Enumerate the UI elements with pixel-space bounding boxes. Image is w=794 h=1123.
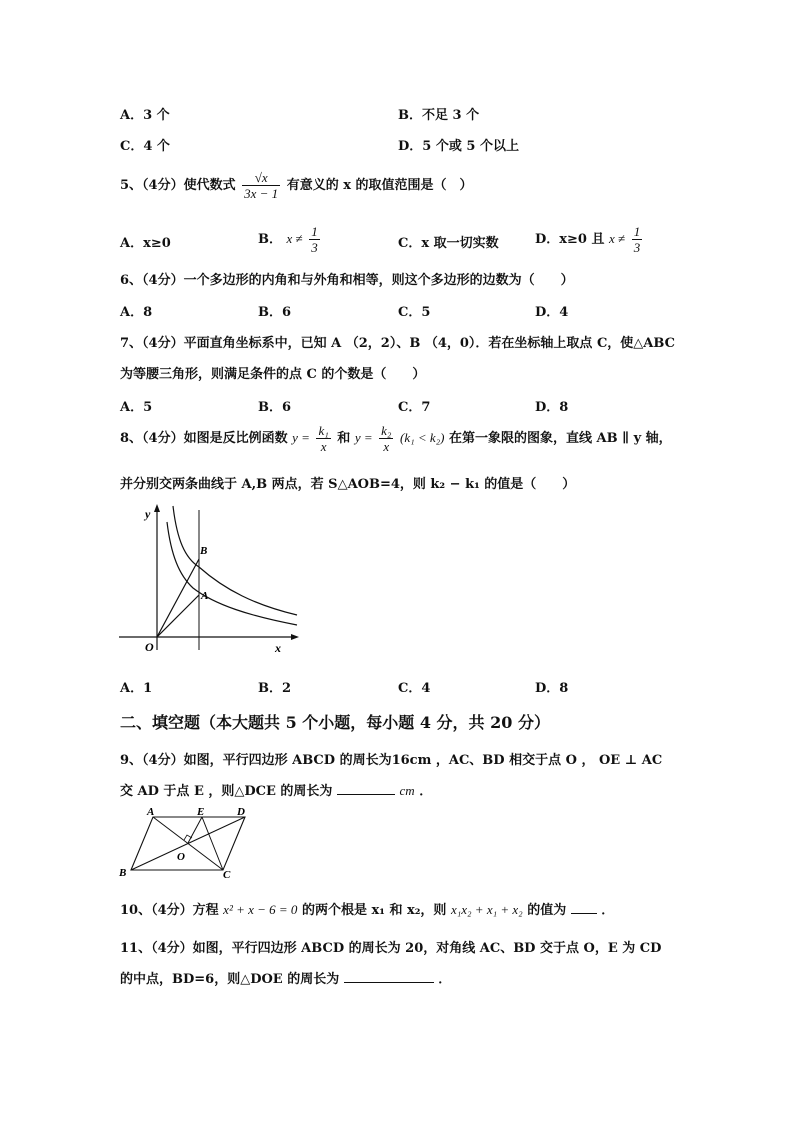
q11-stem-line1: 11、（4分）如图，平行四边形 ABCD 的周长为 20，对角线 AC、BD 交于点 O，E 为 CD — [120, 941, 662, 956]
q7-stem-line2: 为等腰三角形，则满足条件的点 C 的个数是（ ） — [120, 367, 426, 382]
q4-option-b: B．不足 3 个 — [398, 108, 480, 123]
q8-k2-den: x — [383, 439, 390, 454]
q8-y-eq-2: y = — [354, 430, 373, 445]
q11-answer-blank[interactable] — [344, 982, 434, 983]
q10-stem-prefix: 10、（4分）方程 — [120, 903, 219, 918]
q11-stem-line2 — [120, 968, 451, 987]
q10-stem-mid: 的两个根是 x₁ 和 x₂，则 — [301, 903, 447, 918]
q6-stem: 6、（4分）一个多边形的内角和与外角和相等，则这个多边形的边数为（ ） — [120, 273, 574, 288]
q9-label-a: A — [147, 806, 155, 818]
q7-stem-line1: 7、（4分）平面直角坐标系中，已知 A （2，2）、B （4，0）．若在坐标轴上取点 C，使△ABC — [120, 336, 675, 351]
q8-label-x: x — [275, 641, 281, 655]
q5-stem-suffix: 有意义的 x 的取值范围是（ ） — [286, 178, 473, 193]
q9-answer-blank[interactable] — [337, 794, 395, 795]
q5-option-a: A．x≥0 — [120, 236, 171, 251]
q10-period: ． — [601, 903, 615, 918]
q6-option-d: D．4 — [535, 305, 569, 320]
q10-expression: x₁x₂ + x₁ + x₂ — [450, 902, 523, 917]
q5-option-c: C．x 取一切实数 — [398, 236, 499, 251]
q7-option-a: A．5 — [120, 400, 153, 415]
q8-segment-ob — [157, 559, 199, 637]
q5-fraction — [242, 170, 280, 201]
q10-stem — [120, 899, 614, 918]
q8-label-o: O — [145, 640, 154, 654]
q9-label-b: B — [119, 867, 127, 879]
section2-title: 二、填空题（本大题共 5 个小题，每小题 4 分，共 20 分） — [120, 713, 550, 732]
q5-stem-prefix: 5、（4分）使代数式 — [120, 178, 236, 193]
q8-condition: (k₁ < k₂) — [399, 430, 445, 445]
q9-label-d: D — [237, 806, 245, 818]
q5-option-d-fraction — [632, 224, 643, 255]
q8-stem-prefix: 8、（4分）如图是反比例函数 — [120, 431, 288, 446]
q8-label-b: B — [200, 545, 208, 557]
q9-segment-oe — [188, 817, 202, 843]
q8-segment-oa — [157, 595, 199, 637]
q5-option-d-num: 1 — [633, 224, 641, 239]
q11-period: ． — [438, 972, 452, 987]
q8-y-eq-1: y = — [292, 430, 310, 445]
q9-stem-line2-prefix: 交 AD 于点 E ，则△DCE 的周长为 — [120, 784, 333, 799]
q8-figure — [115, 500, 305, 660]
q5-option-d — [535, 224, 644, 255]
q9-figure — [115, 805, 255, 880]
q7-option-c: C．7 — [398, 400, 431, 415]
q5-option-d-prefix: D．x≥0 且 — [535, 232, 605, 247]
q8-fraction-k1 — [316, 423, 330, 454]
q5-frac-numerator: √x — [242, 170, 280, 186]
q8-and: 和 — [337, 431, 351, 446]
q8-curve-k2 — [173, 506, 297, 615]
q10-equation: x² + x − 6 = 0 — [223, 902, 298, 917]
q8-option-a: A．1 — [120, 681, 153, 696]
q8-option-c: C．4 — [398, 681, 431, 696]
q8-fraction-k2 — [379, 423, 393, 454]
q8-option-b: B．2 — [258, 681, 292, 696]
q7-option-b: B．6 — [258, 400, 292, 415]
q5-option-b-expr: x ≠ — [286, 231, 303, 246]
q9-right-angle-mark — [184, 835, 192, 840]
q6-option-c: C．5 — [398, 305, 431, 320]
q8-label-a: A — [201, 590, 209, 602]
q5-option-b-num: 1 — [311, 224, 318, 239]
q4-option-c: C．4 个 — [120, 139, 170, 154]
q10-answer-blank[interactable] — [571, 913, 597, 914]
q9-period: ． — [419, 784, 433, 799]
q9-label-o: O — [177, 851, 185, 863]
q5-option-b-prefix: B． — [258, 232, 282, 247]
q8-stem-suffix: 在第一象限的图象，直线 AB ∥ y 轴， — [449, 431, 672, 446]
q5-stem — [120, 170, 473, 201]
q6-option-b: B．6 — [258, 305, 292, 320]
q9-stem-line2 — [120, 780, 432, 799]
q6-option-a: A．8 — [120, 305, 153, 320]
q5-option-b-den: 3 — [311, 240, 318, 255]
q5-option-d-expr: x ≠ — [609, 231, 626, 246]
q7-option-d: D．8 — [535, 400, 569, 415]
q8-y-arrow — [154, 504, 160, 512]
q9-unit: cm — [399, 783, 415, 798]
q8-k2-num: k₂ — [381, 423, 392, 438]
q9-stem-line1: 9、（4分）如图，平行四边形 ABCD 的周长为16cm ，AC、BD 相交于点 O ， OE ⊥ AC — [120, 753, 663, 768]
q5-option-b-fraction — [309, 224, 320, 255]
q8-k1-den: x — [320, 439, 327, 454]
q8-option-d: D．8 — [535, 681, 569, 696]
q8-k1-num: k₁ — [318, 423, 329, 438]
q8-stem-line2: 并分别交两条曲线于 A,B 两点，若 S△AOB=4，则 k₂ − k₁ 的值是（ ） — [120, 477, 576, 492]
q5-frac-denominator: 3x − 1 — [244, 186, 279, 201]
q5-option-d-den: 3 — [633, 240, 641, 255]
q5-option-b — [258, 224, 322, 255]
q9-label-c: C — [223, 869, 231, 880]
q8-x-arrow — [291, 634, 299, 640]
q9-diagonal-bd — [131, 817, 245, 870]
q11-stem-line2-prefix: 的中点，BD=6，则△DOE 的周长为 — [120, 972, 340, 987]
q4-option-a: A．3 个 — [120, 108, 170, 123]
q4-option-d: D．5 个或 5 个以上 — [398, 139, 519, 154]
q8-label-y: y — [145, 507, 151, 521]
q8-stem-line1 — [120, 423, 672, 454]
q10-stem-suffix: 的值为 — [527, 903, 567, 918]
q9-label-e: E — [197, 806, 205, 818]
